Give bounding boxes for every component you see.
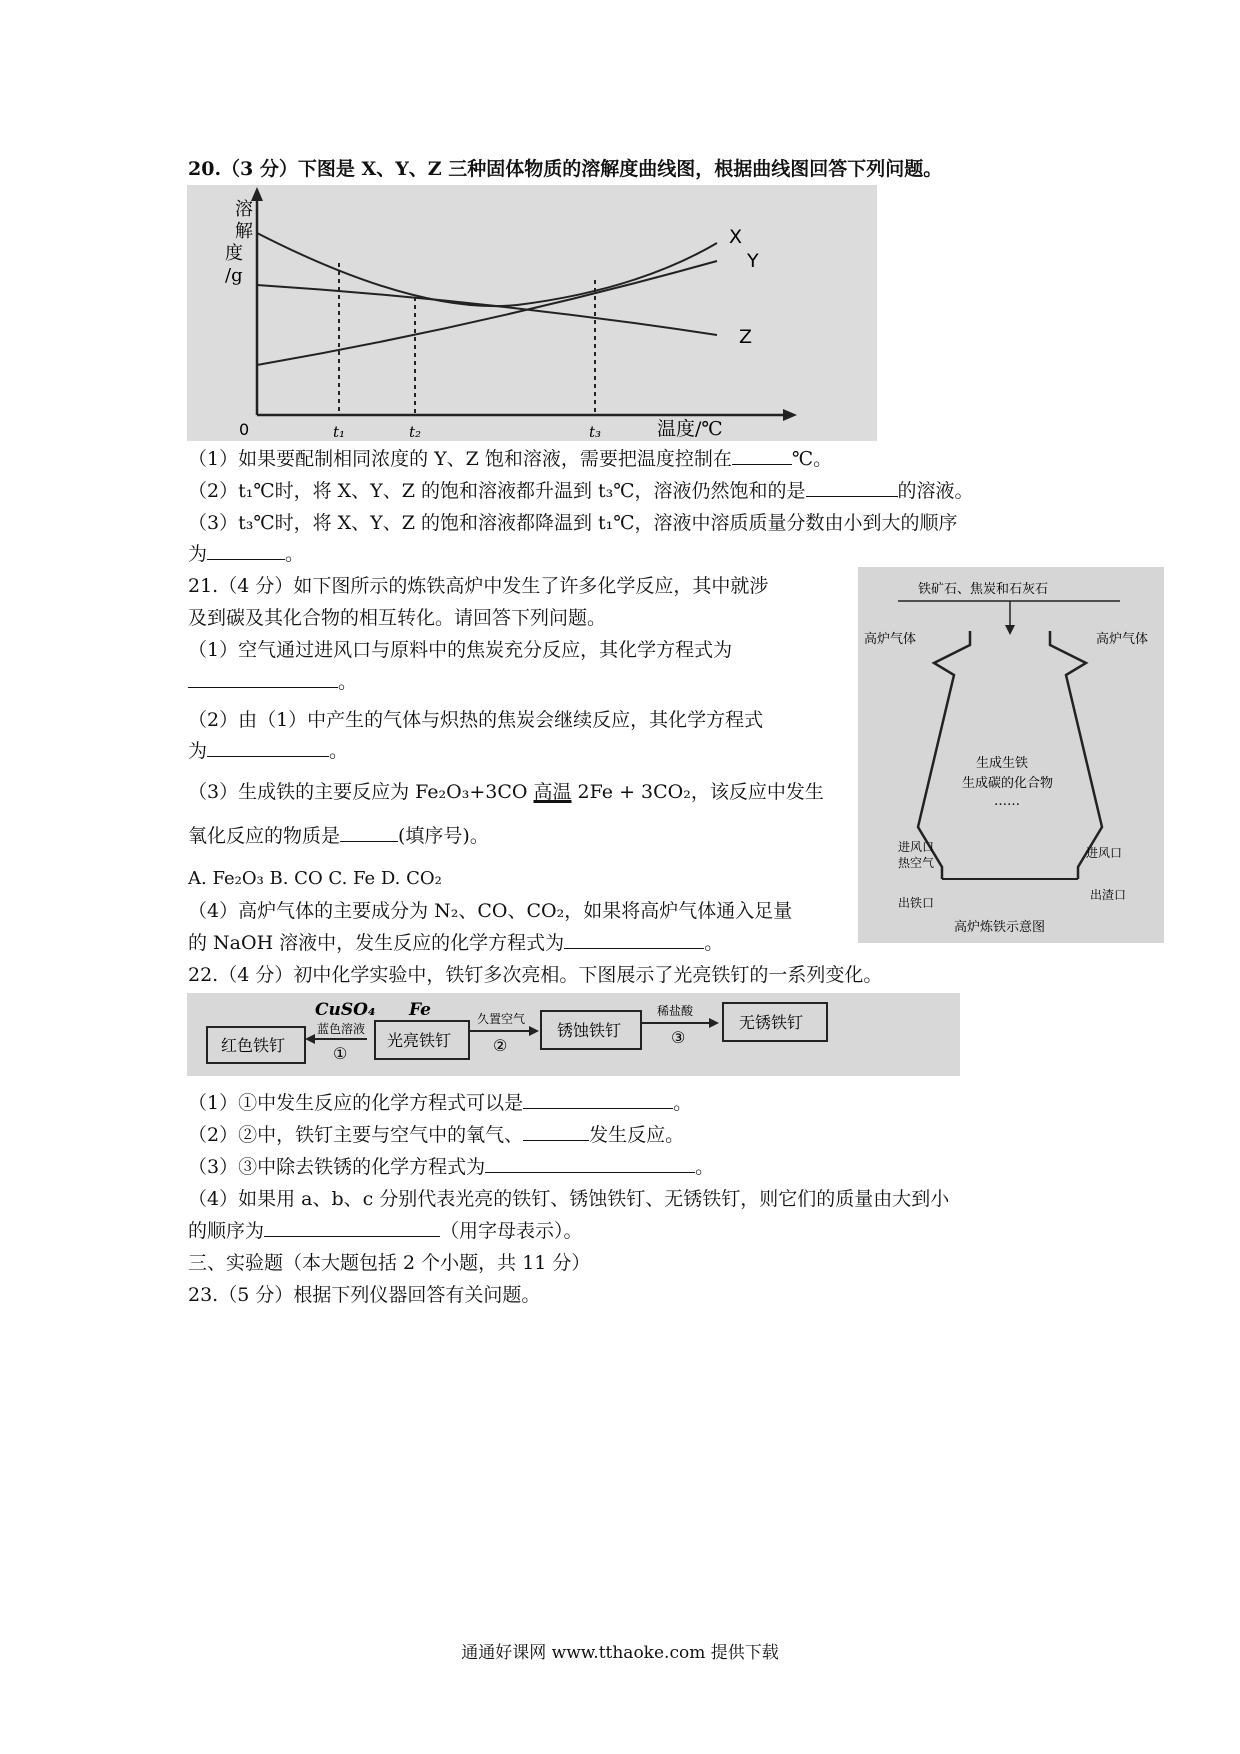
q20-s1: （1）如果要配制相同浓度的 Y、Z 饱和溶液，需要把温度控制在 ℃。 [188,448,833,470]
y-axis-label-4: /g [225,265,243,286]
q22-title: 22.（4 分）初中化学实验中，铁钉多次亮相。下图展示了光亮铁钉的一系列变化。 [188,964,883,986]
tick-t3: t₃ [589,423,602,441]
flow-num-3: ③ [671,1028,686,1047]
y-axis-label-3: 度 [225,243,243,264]
q22-s4a: （4）如果用 a、b、c 分别代表光亮的铁钉、锈蚀铁钉、无锈铁钉，则它们的质量由大到小 [188,1188,950,1210]
bf-top-label: 铁矿石、焦炭和石灰石 [918,582,1049,597]
handwritten-cuso4: CuSO₄ [315,1000,376,1020]
bf-inner-3: …… [994,794,1020,809]
tick-t1: t₁ [333,423,346,441]
q20-s3a: （3）t₃℃时，将 X、Y、Z 的饱和溶液都降温到 t₁℃，溶液中溶质质量分数由小到大的顺序 [188,512,958,534]
solubility-chart-photo [187,185,877,441]
bf-inlet-left: 进风口 [898,840,935,854]
bf-iron-out: 出铁口 [898,896,935,910]
q21-options: A. Fe₂O₃ B. CO C. Fe D. CO₂ [188,868,442,889]
flow-arrow-2: 久置空气 [477,1012,526,1026]
flow-box-3: 锈蚀铁钉 [557,1021,622,1040]
q20-s3b: 为 。 [188,543,305,565]
y-axis-label-1: 溶 [235,199,253,220]
q21-l4: 。 [188,669,357,695]
flow-box-4: 无锈铁钉 [739,1013,804,1032]
q21-l9: （4）高炉气体的主要成分为 N₂、CO、CO₂，如果将高炉气体通入足量 [188,900,793,922]
curve-label-x: X [729,226,743,248]
bf-hot-air: 热空气 [898,856,935,870]
bf-gas-right: 高炉气体 [1096,632,1149,647]
nail-flow-diagram [187,993,960,1076]
q21-l1: 21.（4 分）如下图所示的炼铁高炉中发生了许多化学反应，其中就涉 [188,575,769,597]
x-axis-label: 温度/℃ [657,418,723,440]
bf-caption: 高炉炼铁示意图 [954,920,1046,935]
section-3-heading: 三、实验题（本大题包括 2 个小题，共 11 分） [188,1252,591,1274]
q21-l7: （3）生成铁的主要反应为 Fe₂O₃+3CO 高温 2Fe + 3CO₂，该反应中发生 [188,781,824,803]
bf-inner-2: 生成碳的化合物 [962,776,1054,791]
footer: 通通好课网 www.tthaoke.com 提供下载 [461,1643,779,1663]
q21-l6: 为 。 [188,740,349,762]
flow-box-2: 光亮铁钉 [387,1031,452,1050]
bf-slag-out: 出渣口 [1090,888,1127,902]
q22-s3: （3）③中除去铁锈的化学方程式为 。 [188,1156,715,1178]
handwritten-fe: Fe [409,1000,431,1020]
q22-s4b: 的顺序为 （用字母表示）。 [188,1220,583,1242]
curve-label-z: Z [739,326,753,348]
bf-inlet-right: 进风口 [1086,846,1123,860]
q21-l8: 氧化反应的物质是 (填序号)。 [188,825,489,847]
flow-arrow-3: 稀盐酸 [657,1004,694,1018]
q23-title: 23.（5 分）根据下列仪器回答有关问题。 [188,1284,541,1306]
q21-l3: （1）空气通过进风口与原料中的焦炭充分反应，其化学方程式为 [188,639,733,661]
q21-l2: 及到碳及其化合物的相互转化。请回答下列问题。 [188,607,607,629]
flow-arrow-1: 蓝色溶液 [317,1022,366,1036]
y-axis-label-2: 解 [235,221,253,242]
tick-t2: t₂ [409,423,422,441]
curve-label-y: Y [747,250,759,272]
flow-num-2: ② [493,1036,508,1055]
q20-title: 20.（3 分）下图是 X、Y、Z 三种固体物质的溶解度曲线图，根据曲线图回答下列问题。 [188,158,943,180]
flow-box-1: 红色铁钉 [221,1036,286,1055]
bf-gas-left: 高炉气体 [864,632,917,647]
q21-l5: （2）由（1）中产生的气体与炽热的焦炭会继续反应，其化学方程式 [188,709,764,731]
q22-s1: （1）①中发生反应的化学方程式可以是 。 [188,1092,693,1114]
flow-num-1: ① [333,1044,348,1063]
q20-s2: （2）t₁℃时，将 X、Y、Z 的饱和溶液都升温到 t₃℃，溶液仍然饱和的是 的溶液。 [188,480,974,502]
q22-s2: （2）②中，铁钉主要与空气中的氧气、 发生反应。 [188,1124,685,1146]
q21-l10: 的 NaOH 溶液中，发生反应的化学方程式为 。 [188,932,724,954]
blast-furnace-diagram [858,567,1164,943]
bf-inner-1: 生成生铁 [976,756,1029,771]
origin-label: 0 [239,420,250,439]
